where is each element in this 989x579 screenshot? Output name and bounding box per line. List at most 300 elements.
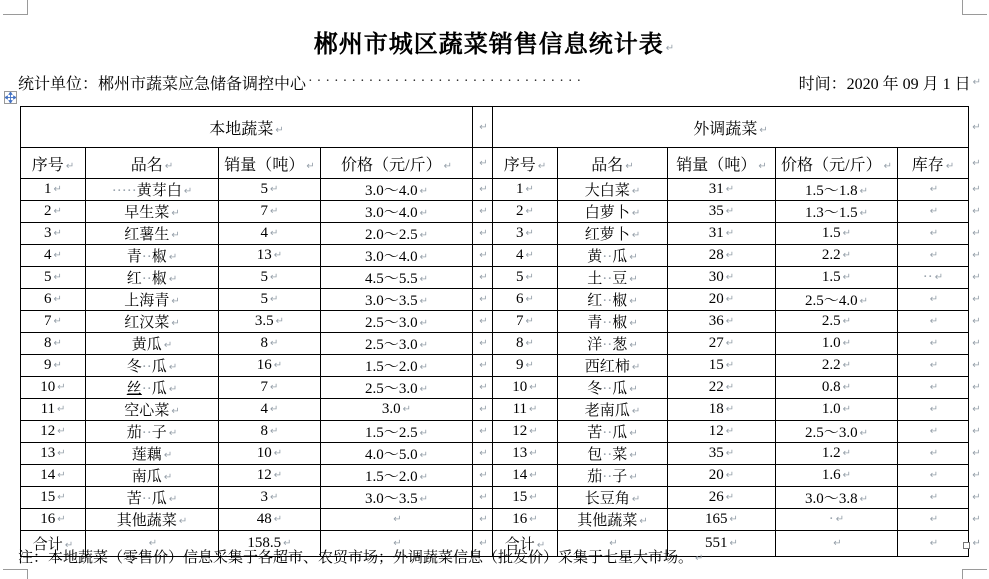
- cell-end-mark: ↵: [164, 160, 174, 172]
- cell-end-mark: ↵: [419, 450, 428, 461]
- cell-end-mark: ↵: [270, 338, 279, 349]
- external-r13-qty[interactable]: 35 ↵: [668, 443, 776, 465]
- external-r10-no[interactable]: 10 ↵: [493, 377, 558, 399]
- cell-end-mark: ↵: [479, 492, 488, 503]
- external-r13-stock[interactable]: [898, 443, 969, 465]
- local-r14-price[interactable]: 1.5～2.0 ↵: [321, 465, 473, 487]
- local-r13-qty[interactable]: 10 ↵: [219, 443, 321, 465]
- cell-end-mark: ↵: [171, 406, 180, 417]
- cell-end-mark: ↵: [629, 274, 638, 285]
- spacer-column-cell[interactable]: [473, 333, 493, 355]
- external-r16-stock[interactable]: [898, 509, 969, 531]
- cell-end-mark: ↵: [625, 160, 634, 172]
- cell-end-mark: ↵: [171, 208, 180, 219]
- external-r10-price[interactable]: 0.8 ↵: [776, 377, 898, 399]
- external-r8-no[interactable]: 8 ↵: [493, 333, 558, 355]
- cell-end-mark: ↵: [57, 514, 66, 525]
- external-r7-stock[interactable]: [898, 311, 969, 333]
- cell-end-mark: ↵: [859, 494, 868, 505]
- table-row: [21, 399, 983, 421]
- cell-end-mark: ↵: [842, 250, 852, 261]
- local-r5-price[interactable]: 4.5～5.5 ↵: [321, 267, 473, 289]
- cell-end-mark: ↵: [725, 470, 735, 481]
- local-r16-qty[interactable]: 48 ↵: [219, 509, 321, 531]
- local-r3-price[interactable]: 2.0～2.5 ↵: [321, 223, 473, 245]
- local-r12-price[interactable]: 1.5～2.5 ↵: [321, 421, 473, 443]
- external-r15-qty[interactable]: 26 ↵: [668, 487, 776, 509]
- local-r8-name[interactable]: 黄瓜 ↵: [86, 333, 219, 355]
- cell-end-mark: ↵: [306, 160, 315, 172]
- section-header-row: [21, 107, 983, 148]
- external-r2-qty[interactable]: 35 ↵: [668, 201, 776, 223]
- local-r6-price[interactable]: 3.0～3.5 ↵: [321, 289, 473, 311]
- spacer-column-cell[interactable]: [473, 487, 493, 509]
- local-r16-name[interactable]: 其他蔬菜 ↵: [86, 509, 219, 531]
- local-r2-qty[interactable]: 7 ↵: [219, 201, 321, 223]
- external-r7-price[interactable]: 2.5 ↵: [776, 311, 898, 333]
- spacer-column-cell[interactable]: [473, 148, 493, 179]
- cell-end-mark: ↵: [929, 316, 939, 327]
- local-r2-no[interactable]: 2 ↵: [21, 201, 86, 223]
- spacer-column-cell[interactable]: [473, 421, 493, 443]
- cell-end-mark: ↵: [929, 250, 939, 261]
- local-r7-name[interactable]: 红汉菜 ↵: [86, 311, 219, 333]
- external-col-header-name[interactable]: 品名 ↵: [558, 148, 668, 179]
- local-col-header-price[interactable]: 价格（元/斤） ↵: [321, 148, 473, 179]
- cell-end-mark: ↵: [168, 362, 178, 373]
- row-end-mark: ↵: [972, 492, 981, 503]
- table-row: [21, 311, 983, 333]
- local-r14-qty[interactable]: 12 ↵: [219, 465, 321, 487]
- cell-end-mark: ↵: [57, 426, 66, 437]
- local-r9-price[interactable]: 1.5～2.0 ↵: [321, 355, 473, 377]
- local-r4-no[interactable]: 4 ↵: [21, 245, 86, 267]
- row-end-mark: ↵: [972, 316, 981, 327]
- external-r2-stock[interactable]: [898, 201, 969, 223]
- local-r13-name[interactable]: 莲藕 ↵: [86, 443, 219, 465]
- table-move-handle[interactable]: [4, 91, 17, 104]
- row-end-mark: ↵: [972, 448, 981, 459]
- external-r9-stock[interactable]: [898, 355, 969, 377]
- spacer-column-cell[interactable]: [473, 201, 493, 223]
- local-r9-qty[interactable]: 16 ↵: [219, 355, 321, 377]
- cell-end-mark: ↵: [929, 538, 939, 549]
- external-r2-no[interactable]: 2 ↵: [493, 201, 558, 223]
- section-local-header[interactable]: 本地蔬菜 ↵: [21, 107, 473, 148]
- cell-end-mark: ↵: [65, 160, 75, 172]
- external-r6-qty[interactable]: 20 ↵: [668, 289, 776, 311]
- cell-end-mark: ↵: [443, 160, 452, 172]
- local-r13-no[interactable]: 13 ↵: [21, 443, 86, 465]
- external-r1-no[interactable]: 1 ↵: [493, 179, 558, 201]
- external-r6-stock[interactable]: [898, 289, 969, 311]
- cell-end-mark: ↵: [479, 448, 488, 459]
- external-r8-qty[interactable]: 27 ↵: [668, 333, 776, 355]
- date-text: 时间：2020 年 09 月 1 日: [798, 75, 971, 93]
- local-r1-no[interactable]: 1 ↵: [21, 179, 86, 201]
- external-r1-name[interactable]: 大白菜 ↵: [558, 179, 668, 201]
- cell-end-mark: ↵: [270, 184, 279, 195]
- external-r3-stock[interactable]: [898, 223, 969, 245]
- cell-end-mark: ↵: [419, 428, 428, 439]
- cell-end-mark: ↵: [479, 404, 488, 415]
- cell-end-mark: ↵: [725, 294, 735, 305]
- local-r5-no[interactable]: 5 ↵: [21, 267, 86, 289]
- local-r7-no[interactable]: 7 ↵: [21, 311, 86, 333]
- local-r4-qty[interactable]: 13 ↵: [219, 245, 321, 267]
- table-row: [21, 289, 983, 311]
- spacer-column-cell[interactable]: [473, 289, 493, 311]
- local-r15-name[interactable]: 苦··瓜 ↵: [86, 487, 219, 509]
- local-total-label[interactable]: 合计 ↵: [21, 531, 86, 557]
- local-r8-price[interactable]: 2.5～3.0 ↵: [321, 333, 473, 355]
- external-r14-stock[interactable]: [898, 465, 969, 487]
- external-r6-price[interactable]: 2.5～4.0 ↵: [776, 289, 898, 311]
- table-row: [21, 333, 983, 355]
- cell-end-mark: ↵: [629, 340, 638, 351]
- local-r7-qty[interactable]: 3.5 ↵: [219, 311, 321, 333]
- cell-end-mark: ↵: [419, 494, 428, 505]
- document-title[interactable]: [0, 24, 989, 59]
- external-r15-stock[interactable]: [898, 487, 969, 509]
- local-r11-qty[interactable]: 4 ↵: [219, 399, 321, 421]
- local-r1-name[interactable]: ·····黄芽白 ↵: [86, 179, 219, 201]
- cell-end-mark: ↵: [725, 184, 735, 195]
- local-r16-no[interactable]: 16 ↵: [21, 509, 86, 531]
- row-end-mark: ↵: [972, 338, 981, 349]
- cell-end-mark: ↵: [275, 124, 284, 136]
- cell-end-mark: ↵: [163, 472, 173, 483]
- external-r16-name[interactable]: 其他蔬菜 ↵: [558, 509, 668, 531]
- local-r3-name[interactable]: 红薯生 ↵: [86, 223, 219, 245]
- external-r2-name[interactable]: 白萝卜 ↵: [558, 201, 668, 223]
- footnote[interactable]: [18, 546, 703, 567]
- local-r3-qty[interactable]: 4 ↵: [219, 223, 321, 245]
- local-r5-qty[interactable]: 5 ↵: [219, 267, 321, 289]
- cell-end-mark: ↵: [529, 492, 538, 503]
- cell-end-mark: ↵: [725, 250, 735, 261]
- external-r10-name[interactable]: 冬··瓜 ↵: [558, 377, 668, 399]
- local-r4-price[interactable]: 3.0～4.0 ↵: [321, 245, 473, 267]
- cell-end-mark: ↵: [929, 184, 939, 195]
- external-r13-price[interactable]: 1.2 ↵: [776, 443, 898, 465]
- row-end-mark: ↵: [972, 228, 981, 239]
- local-r4-name[interactable]: 青··椒 ↵: [86, 245, 219, 267]
- external-r4-name[interactable]: 黄··瓜 ↵: [558, 245, 668, 267]
- external-r12-no[interactable]: 12 ↵: [493, 421, 558, 443]
- local-r11-no[interactable]: 11 ↵: [21, 399, 86, 421]
- cell-end-mark: ↵: [479, 338, 488, 349]
- spacer-column-cell[interactable]: [473, 355, 493, 377]
- cell-end-mark: ↵: [64, 540, 74, 551]
- external-r3-name[interactable]: 红萝卜 ↵: [558, 223, 668, 245]
- cell-end-mark: ↵: [270, 382, 279, 393]
- cell-end-mark: ↵: [273, 448, 283, 459]
- external-r16-qty[interactable]: 165 ↵: [668, 509, 776, 531]
- spacer-column-cell[interactable]: [473, 311, 493, 333]
- local-r12-no[interactable]: 12 ↵: [21, 421, 86, 443]
- cell-end-mark: ↵: [270, 294, 279, 305]
- local-r10-no[interactable]: 10 ↵: [21, 377, 86, 399]
- cell-end-mark: ↵: [479, 206, 488, 217]
- cell-end-mark: ↵: [725, 382, 735, 393]
- local-r10-qty[interactable]: 7 ↵: [219, 377, 321, 399]
- external-r3-no[interactable]: 3 ↵: [493, 223, 558, 245]
- external-r4-no[interactable]: 4 ↵: [493, 245, 558, 267]
- cell-end-mark: ↵: [525, 228, 534, 239]
- spacer-column-cell[interactable]: [473, 509, 493, 531]
- external-r2-price[interactable]: 1.3～1.5 ↵: [776, 201, 898, 223]
- cell-end-mark: ↵: [163, 450, 173, 461]
- external-col-header-qty[interactable]: 销量（吨） ↵: [668, 148, 776, 179]
- external-r12-qty[interactable]: 12 ↵: [668, 421, 776, 443]
- external-r14-name[interactable]: 茄··子 ↵: [558, 465, 668, 487]
- external-r7-name[interactable]: 青··椒 ↵: [558, 311, 668, 333]
- vegetable-statistics-table[interactable]: [20, 106, 983, 557]
- external-r9-price[interactable]: 2.2 ↵: [776, 355, 898, 377]
- local-r5-name[interactable]: 红··椒 ↵: [86, 267, 219, 289]
- external-r9-no[interactable]: 9 ↵: [493, 355, 558, 377]
- stat-unit-text: 统计单位：郴州市蔬菜应急储备调控中心: [18, 75, 307, 93]
- table-resize-handle[interactable]: [963, 542, 970, 549]
- cell-end-mark: ↵: [842, 382, 852, 393]
- cell-end-mark: ↵: [537, 160, 547, 172]
- local-r6-name[interactable]: 上海青 ↵: [86, 289, 219, 311]
- external-r15-price[interactable]: 3.0～3.8 ↵: [776, 487, 898, 509]
- cell-end-mark: ↵: [275, 316, 285, 327]
- external-r7-no[interactable]: 7 ↵: [493, 311, 558, 333]
- cell-end-mark: ↵: [725, 448, 735, 459]
- cell-end-mark: ↵: [525, 316, 534, 327]
- cell-end-mark: ↵: [842, 338, 852, 349]
- external-r15-name[interactable]: 长豆角 ↵: [558, 487, 668, 509]
- cell-end-mark: ↵: [479, 360, 488, 371]
- external-r16-price[interactable]: · ↵: [776, 509, 898, 531]
- cell-end-mark: ↵: [479, 122, 488, 133]
- spacer-column-cell[interactable]: [473, 223, 493, 245]
- cell-end-mark: ↵: [53, 272, 62, 283]
- cell-end-mark: ↵: [629, 450, 638, 461]
- external-r11-stock[interactable]: [898, 399, 969, 421]
- local-r2-price[interactable]: 3.0～4.0 ↵: [321, 201, 473, 223]
- cell-end-mark: ↵: [270, 206, 279, 217]
- cell-end-mark: ↵: [629, 296, 638, 307]
- cell-end-mark: ↵: [57, 448, 66, 459]
- local-r11-price[interactable]: 3.0 ↵: [321, 399, 473, 421]
- external-r9-name[interactable]: 西红柿 ↵: [558, 355, 668, 377]
- external-r5-name[interactable]: 土··豆 ↵: [558, 267, 668, 289]
- cell-end-mark: ↵: [729, 538, 738, 549]
- spacer-column-cell[interactable]: [473, 399, 493, 421]
- cell-end-mark: ↵: [758, 160, 767, 172]
- external-r14-no[interactable]: 14 ↵: [493, 465, 558, 487]
- cell-end-mark: ↵: [168, 252, 178, 263]
- cell-end-mark: ↵: [479, 250, 488, 261]
- external-r16-no[interactable]: 16 ↵: [493, 509, 558, 531]
- external-r7-qty[interactable]: 36 ↵: [668, 311, 776, 333]
- cell-end-mark: ↵: [270, 426, 279, 437]
- cell-end-mark: ↵: [629, 472, 638, 483]
- external-r5-qty[interactable]: 30 ↵: [668, 267, 776, 289]
- table-row: [21, 487, 983, 509]
- local-r6-no[interactable]: 6 ↵: [21, 289, 86, 311]
- cell-end-mark: ↵: [419, 296, 428, 307]
- section-external-header[interactable]: 外调蔬菜 ↵: [493, 107, 969, 148]
- external-r3-price[interactable]: 1.5 ↵: [776, 223, 898, 245]
- table-row: [21, 245, 983, 267]
- local-r11-name[interactable]: 空心菜 ↵: [86, 399, 219, 421]
- external-r4-qty[interactable]: 28 ↵: [668, 245, 776, 267]
- external-r6-name[interactable]: 红··椒 ↵: [558, 289, 668, 311]
- external-r1-price[interactable]: 1.5～1.8 ↵: [776, 179, 898, 201]
- external-r10-qty[interactable]: 22 ↵: [668, 377, 776, 399]
- local-r10-price[interactable]: 2.5～3.0 ↵: [321, 377, 473, 399]
- external-r12-name[interactable]: 苦··瓜 ↵: [558, 421, 668, 443]
- cell-end-mark: ↵: [631, 494, 641, 505]
- external-r12-price[interactable]: 2.5～3.0 ↵: [776, 421, 898, 443]
- cell-end-mark: ↵: [629, 252, 638, 263]
- external-col-header-price[interactable]: 价格（元/斤） ↵: [776, 148, 898, 179]
- spacer-column-cell[interactable]: [473, 267, 493, 289]
- cell-end-mark: ↵: [479, 228, 488, 239]
- row-end-mark: ↵: [972, 158, 981, 169]
- external-r11-no[interactable]: 11 ↵: [493, 399, 558, 421]
- cell-end-mark: ↵: [419, 274, 428, 285]
- external-r5-stock[interactable]: ·· ↵: [898, 267, 969, 289]
- subtitle-line[interactable]: [18, 70, 981, 94]
- external-r13-name[interactable]: 包··菜 ↵: [558, 443, 668, 465]
- table-row: [21, 267, 983, 289]
- cell-end-mark: ↵: [859, 208, 868, 219]
- external-r9-qty[interactable]: 15 ↵: [668, 355, 776, 377]
- external-r13-no[interactable]: 13 ↵: [493, 443, 558, 465]
- cell-end-mark: ↵: [53, 316, 62, 327]
- cell-end-mark: ↵: [525, 184, 534, 195]
- external-total-price[interactable]: [776, 531, 898, 557]
- local-r6-qty[interactable]: 5 ↵: [219, 289, 321, 311]
- local-r13-price[interactable]: 4.0～5.0 ↵: [321, 443, 473, 465]
- local-r8-qty[interactable]: 8 ↵: [219, 333, 321, 355]
- external-r6-no[interactable]: 6 ↵: [493, 289, 558, 311]
- row-end-mark: ↵: [972, 514, 981, 525]
- local-r16-price[interactable]: [321, 509, 473, 531]
- local-r14-no[interactable]: 14 ↵: [21, 465, 86, 487]
- local-col-header-no[interactable]: 序号 ↵: [21, 148, 86, 179]
- external-total-label[interactable]: 合计 ↵: [493, 531, 558, 557]
- cell-end-mark: ↵: [171, 296, 180, 307]
- cell-end-mark: ↵: [934, 272, 944, 283]
- spacer-column-cell[interactable]: [473, 179, 493, 201]
- cell-end-mark: ↵: [842, 228, 852, 239]
- local-r8-no[interactable]: 8 ↵: [21, 333, 86, 355]
- cell-end-mark: ↵: [270, 492, 279, 503]
- cell-end-mark: ↵: [629, 318, 638, 329]
- spacer-column-cell[interactable]: [473, 443, 493, 465]
- local-r15-no[interactable]: 15 ↵: [21, 487, 86, 509]
- spacer-column-cell[interactable]: [473, 465, 493, 487]
- cell-end-mark: ↵: [479, 538, 488, 549]
- row-end-mark: ↵: [972, 382, 981, 393]
- cell-end-mark: ↵: [273, 514, 283, 525]
- cell-end-mark: ↵: [419, 208, 428, 219]
- cell-end-mark: ↵: [53, 184, 62, 195]
- local-col-header-name[interactable]: 品名 ↵: [86, 148, 219, 179]
- external-r4-price[interactable]: 2.2 ↵: [776, 245, 898, 267]
- cell-end-mark: ↵: [168, 384, 178, 395]
- cell-end-mark: ↵: [929, 492, 939, 503]
- external-r5-price[interactable]: 1.5 ↵: [776, 267, 898, 289]
- local-r1-price[interactable]: 3.0～4.0 ↵: [321, 179, 473, 201]
- external-r8-name[interactable]: 洋··葱 ↵: [558, 333, 668, 355]
- external-r1-stock[interactable]: [898, 179, 969, 201]
- external-r11-price[interactable]: 1.0 ↵: [776, 399, 898, 421]
- cell-end-mark: ↵: [479, 294, 488, 305]
- local-col-header-qty[interactable]: 销量（吨） ↵: [219, 148, 321, 179]
- external-r1-qty[interactable]: 31 ↵: [668, 179, 776, 201]
- cell-end-mark: ↵: [842, 360, 852, 371]
- cell-end-mark: ↵: [419, 384, 428, 395]
- cell-end-mark: ↵: [525, 206, 534, 217]
- cell-end-mark: ↵: [842, 470, 852, 481]
- local-r9-no[interactable]: 9 ↵: [21, 355, 86, 377]
- local-r15-qty[interactable]: 3 ↵: [219, 487, 321, 509]
- cell-end-mark: ↵: [479, 272, 488, 283]
- cell-end-mark: ↵: [479, 470, 488, 481]
- cell-end-mark: ↵: [725, 316, 735, 327]
- external-r14-qty[interactable]: 20 ↵: [668, 465, 776, 487]
- external-col-header-no[interactable]: 序号 ↵: [493, 148, 558, 179]
- external-r5-no[interactable]: 5 ↵: [493, 267, 558, 289]
- cell-end-mark: ↵: [479, 184, 488, 195]
- external-r11-name[interactable]: 老南瓜 ↵: [558, 399, 668, 421]
- external-r14-price[interactable]: 1.6 ↵: [776, 465, 898, 487]
- local-r12-qty[interactable]: 8 ↵: [219, 421, 321, 443]
- table-row: [21, 377, 983, 399]
- spacer-column-cell[interactable]: [473, 377, 493, 399]
- external-r8-stock[interactable]: [898, 333, 969, 355]
- cell-end-mark: ↵: [631, 186, 641, 197]
- cell-end-mark: ↵: [163, 340, 173, 351]
- local-r14-name[interactable]: 南瓜 ↵: [86, 465, 219, 487]
- external-col-header-stock[interactable]: 库存 ↵: [898, 148, 969, 179]
- local-r1-qty[interactable]: 5 ↵: [219, 179, 321, 201]
- external-r15-no[interactable]: 15 ↵: [493, 487, 558, 509]
- external-r10-stock[interactable]: [898, 377, 969, 399]
- column-header-row: [21, 148, 983, 179]
- external-r4-stock[interactable]: [898, 245, 969, 267]
- local-r2-name[interactable]: 早生菜 ↵: [86, 201, 219, 223]
- local-r7-price[interactable]: 2.5～3.0 ↵: [321, 311, 473, 333]
- local-r9-name[interactable]: 冬··瓜 ↵: [86, 355, 219, 377]
- external-total-stock[interactable]: [898, 531, 969, 557]
- local-r3-no[interactable]: 3 ↵: [21, 223, 86, 245]
- cell-end-mark: ↵: [929, 294, 939, 305]
- local-total-qty[interactable]: 158.5 ↵: [219, 531, 321, 557]
- external-r3-qty[interactable]: 31 ↵: [668, 223, 776, 245]
- local-r10-name[interactable]: 丝··瓜 ↵: [86, 377, 219, 399]
- spacer-column-cell[interactable]: [473, 107, 493, 148]
- local-r15-price[interactable]: 3.0～3.5 ↵: [321, 487, 473, 509]
- margin-crop-mark-top-left: [3, 0, 28, 15]
- external-total-qty[interactable]: 551 ↵: [668, 531, 776, 557]
- local-r12-name[interactable]: 茄··子 ↵: [86, 421, 219, 443]
- cell-end-mark: ↵: [842, 404, 852, 415]
- external-r11-qty[interactable]: 18 ↵: [668, 399, 776, 421]
- external-r12-stock[interactable]: [898, 421, 969, 443]
- external-r8-price[interactable]: 1.0 ↵: [776, 333, 898, 355]
- cell-end-mark: ↵: [725, 206, 735, 217]
- spacer-column-cell[interactable]: [473, 245, 493, 267]
